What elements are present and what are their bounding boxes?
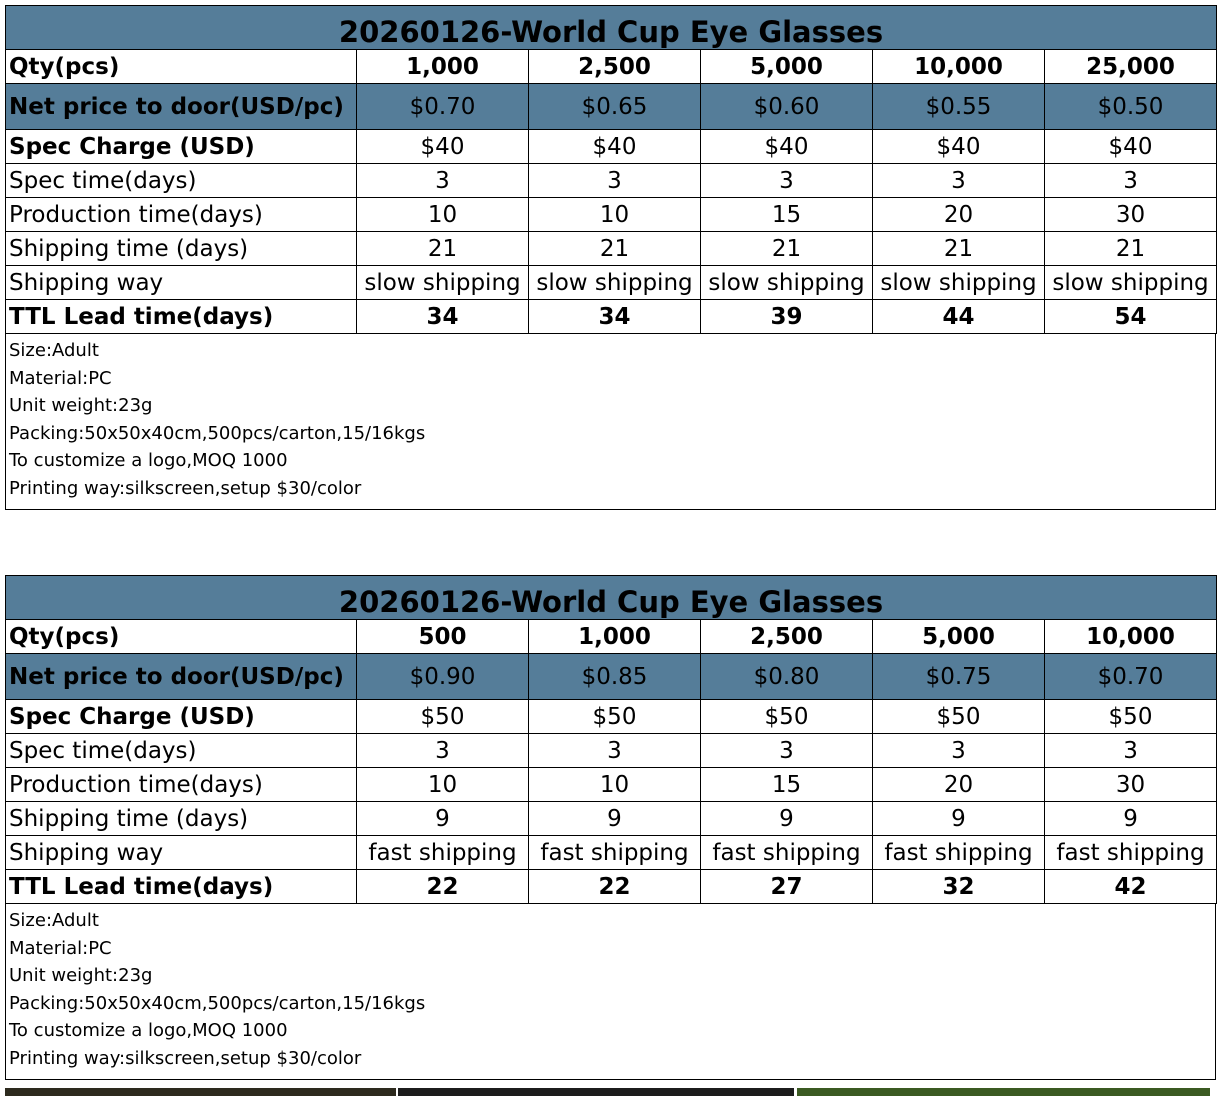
- lead-time-cell: 54: [1045, 300, 1217, 334]
- qty-cell: 1,000: [357, 50, 529, 84]
- production-time-cell: 15: [701, 768, 873, 802]
- production-time-cell: 30: [1045, 198, 1217, 232]
- qty-cell: 5,000: [701, 50, 873, 84]
- quote-sheet-2: [5, 575, 1216, 1080]
- lead-time-label: TTL Lead time(days): [6, 300, 357, 334]
- shipping-way-cell: slow shipping: [529, 266, 701, 300]
- net-price-cell: $0.85: [529, 654, 701, 700]
- spec-time-cell: 3: [529, 734, 701, 768]
- shipping-time-cell: 21: [873, 232, 1045, 266]
- lead-time-cell: 34: [529, 300, 701, 334]
- spec-time-cell: 3: [357, 734, 529, 768]
- spec-charge-row: [6, 700, 1217, 734]
- note-line: Printing way:silkscreen,setup $30/color: [9, 477, 362, 499]
- quote-sheet-1: [5, 5, 1216, 510]
- spec-charge-cell: $40: [1045, 130, 1217, 164]
- qty-cell: 2,500: [701, 620, 873, 654]
- note-line: To customize a logo,MOQ 1000: [9, 450, 288, 472]
- production-time-cell: 20: [873, 768, 1045, 802]
- spec-charge-cell: $50: [873, 700, 1045, 734]
- shipping-way-cell: slow shipping: [357, 266, 529, 300]
- qty-cell: 1,000: [529, 620, 701, 654]
- shipping-way-label: Shipping way: [6, 266, 357, 300]
- net-price-cell: $0.70: [357, 84, 529, 130]
- spec-charge-cell: $40: [873, 130, 1045, 164]
- qty-label: Qty(pcs): [6, 50, 357, 84]
- note-line: Packing:50x50x40cm,500pcs/carton,15/16kgs: [9, 992, 426, 1014]
- qty-cell: 10,000: [873, 50, 1045, 84]
- table-title: 20260126-World Cup Eye Glasses: [6, 6, 1217, 50]
- shipping-way-row: [6, 266, 1217, 300]
- shipping-time-label: Shipping time (days): [6, 232, 357, 266]
- lead-time-cell: 44: [873, 300, 1045, 334]
- qty-cell: 2,500: [529, 50, 701, 84]
- shipping-time-row: [6, 802, 1217, 836]
- qty-cell: 500: [357, 620, 529, 654]
- note-line: Unit weight:23g: [9, 395, 153, 417]
- spec-time-cell: 3: [873, 164, 1045, 198]
- lead-time-cell: 22: [357, 870, 529, 904]
- shipping-way-cell: fast shipping: [873, 836, 1045, 870]
- note-line: Material:PC: [9, 937, 112, 959]
- spec-charge-label: Spec Charge (USD): [6, 130, 357, 164]
- production-time-cell: 10: [357, 768, 529, 802]
- shipping-way-cell: fast shipping: [529, 836, 701, 870]
- product-photo: [398, 1088, 794, 1096]
- qty-cell: 10,000: [1045, 620, 1217, 654]
- product-photo: [5, 1088, 396, 1096]
- lead-time-label: TTL Lead time(days): [6, 870, 357, 904]
- table-title: 20260126-World Cup Eye Glasses: [6, 576, 1217, 620]
- net-price-cell: $0.60: [701, 84, 873, 130]
- price-table: [5, 575, 1217, 904]
- production-time-cell: 15: [701, 198, 873, 232]
- qty-label: Qty(pcs): [6, 620, 357, 654]
- production-time-cell: 10: [357, 198, 529, 232]
- production-time-cell: 20: [873, 198, 1045, 232]
- product-notes: [5, 904, 1216, 1080]
- spec-time-cell: 3: [529, 164, 701, 198]
- spec-time-row: [6, 734, 1217, 768]
- shipping-time-cell: 9: [529, 802, 701, 836]
- shipping-time-cell: 9: [1045, 802, 1217, 836]
- shipping-time-label: Shipping time (days): [6, 802, 357, 836]
- production-time-row: [6, 768, 1217, 802]
- shipping-time-cell: 9: [873, 802, 1045, 836]
- shipping-way-cell: fast shipping: [701, 836, 873, 870]
- shipping-way-cell: slow shipping: [873, 266, 1045, 300]
- shipping-time-cell: 21: [357, 232, 529, 266]
- net-price-label: Net price to door(USD/pc): [6, 84, 357, 130]
- note-line: To customize a logo,MOQ 1000: [9, 1020, 288, 1042]
- product-notes: [5, 334, 1216, 510]
- shipping-time-row: [6, 232, 1217, 266]
- net-price-label: Net price to door(USD/pc): [6, 654, 357, 700]
- qty-row: [6, 50, 1217, 84]
- shipping-way-label: Shipping way: [6, 836, 357, 870]
- spec-time-cell: 3: [357, 164, 529, 198]
- net-price-cell: $0.75: [873, 654, 1045, 700]
- shipping-time-cell: 21: [1045, 232, 1217, 266]
- spec-time-row: [6, 164, 1217, 198]
- price-table: [5, 5, 1217, 334]
- spec-time-label: Spec time(days): [6, 164, 357, 198]
- net-price-cell: $0.70: [1045, 654, 1217, 700]
- shipping-time-cell: 9: [357, 802, 529, 836]
- spec-time-cell: 3: [701, 734, 873, 768]
- note-line: Size:Adult: [9, 910, 99, 931]
- net-price-cell: $0.50: [1045, 84, 1217, 130]
- spec-time-cell: 3: [1045, 164, 1217, 198]
- spec-time-cell: 3: [1045, 734, 1217, 768]
- production-time-cell: 10: [529, 198, 701, 232]
- spec-charge-cell: $40: [529, 130, 701, 164]
- spec-charge-cell: $40: [357, 130, 529, 164]
- net-price-cell: $0.80: [701, 654, 873, 700]
- lead-time-cell: 32: [873, 870, 1045, 904]
- shipping-time-cell: 9: [701, 802, 873, 836]
- spec-time-label: Spec time(days): [6, 734, 357, 768]
- shipping-way-cell: fast shipping: [1045, 836, 1217, 870]
- shipping-time-cell: 21: [701, 232, 873, 266]
- lead-time-cell: 42: [1045, 870, 1217, 904]
- net-price-cell: $0.65: [529, 84, 701, 130]
- qty-cell: 5,000: [873, 620, 1045, 654]
- lead-time-cell: 34: [357, 300, 529, 334]
- spec-charge-row: [6, 130, 1217, 164]
- note-line: Printing way:silkscreen,setup $30/color: [9, 1047, 362, 1069]
- product-photo: [797, 1088, 1210, 1096]
- spec-charge-cell: $40: [701, 130, 873, 164]
- net-price-cell: $0.90: [357, 654, 529, 700]
- qty-row: [6, 620, 1217, 654]
- lead-time-row: [6, 300, 1217, 334]
- lead-time-row: [6, 870, 1217, 904]
- production-time-cell: 30: [1045, 768, 1217, 802]
- net-price-row: [6, 84, 1217, 130]
- shipping-way-cell: slow shipping: [701, 266, 873, 300]
- spec-charge-label: Spec Charge (USD): [6, 700, 357, 734]
- spec-charge-cell: $50: [357, 700, 529, 734]
- lead-time-cell: 22: [529, 870, 701, 904]
- note-line: Unit weight:23g: [9, 965, 153, 987]
- spec-time-cell: 3: [873, 734, 1045, 768]
- shipping-time-cell: 21: [529, 232, 701, 266]
- note-line: Packing:50x50x40cm,500pcs/carton,15/16kgs: [9, 422, 426, 444]
- spec-charge-cell: $50: [529, 700, 701, 734]
- qty-cell: 25,000: [1045, 50, 1217, 84]
- net-price-row: [6, 654, 1217, 700]
- production-time-cell: 10: [529, 768, 701, 802]
- spec-time-cell: 3: [701, 164, 873, 198]
- production-time-row: [6, 198, 1217, 232]
- note-line: Material:PC: [9, 367, 112, 389]
- spec-charge-cell: $50: [701, 700, 873, 734]
- lead-time-cell: 39: [701, 300, 873, 334]
- production-time-label: Production time(days): [6, 768, 357, 802]
- note-line: Size:Adult: [9, 340, 99, 361]
- net-price-cell: $0.55: [873, 84, 1045, 130]
- shipping-way-row: [6, 836, 1217, 870]
- spec-charge-cell: $50: [1045, 700, 1217, 734]
- production-time-label: Production time(days): [6, 198, 357, 232]
- shipping-way-cell: slow shipping: [1045, 266, 1217, 300]
- shipping-way-cell: fast shipping: [357, 836, 529, 870]
- lead-time-cell: 27: [701, 870, 873, 904]
